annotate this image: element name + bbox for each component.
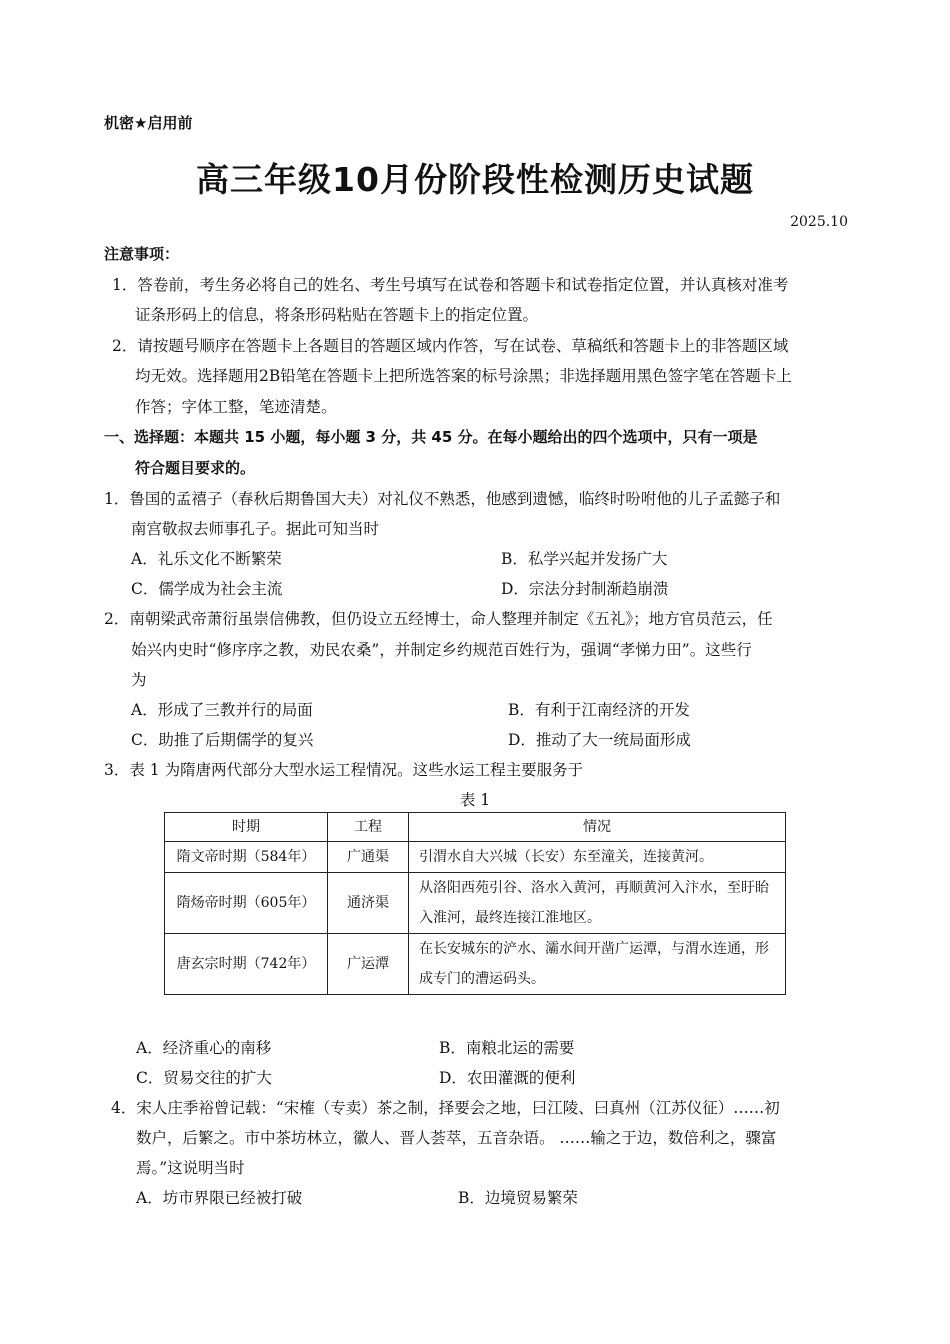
question-3-option-a: A．经济重心的南移 bbox=[136, 1039, 272, 1057]
question-2-option-a: A．形成了三教并行的局面 bbox=[131, 701, 313, 719]
notice-item-2-line-1: 2．请按题号顺序在答题卡上各题目的答题区域内作答，写在试卷、草稿纸和答题卡上的非答题区域 bbox=[112, 337, 789, 355]
question-2-line-2: 始兴内史时“修序序之教，劝民农桑”，并制定乡约规范百姓行为，强调“孝悌力田”。这些行 bbox=[131, 641, 752, 659]
canal-projects-table bbox=[164, 812, 786, 995]
section-heading-line-1: 一、选择题：本题共 15 小题，每小题 3 分，共 45 分。在每小题给出的四个选项中，只有一项是 bbox=[104, 428, 758, 446]
table-row bbox=[165, 842, 786, 873]
notice-item-1-line-2: 证条形码上的信息，将条形码粘贴在答题卡上的指定位置。 bbox=[135, 306, 539, 324]
confidential-label: 机密★启用前 bbox=[104, 114, 193, 132]
table-cell-situation: 在长安城东的浐水、灞水间开凿广运潭，与渭水连通，形成专门的漕运码头。 bbox=[409, 934, 786, 995]
question-1-option-c: C．儒学成为社会主流 bbox=[131, 580, 283, 598]
question-1-option-d: D．宗法分封制渐趋崩溃 bbox=[501, 580, 669, 598]
question-2-option-b: B．有利于江南经济的开发 bbox=[508, 701, 690, 719]
question-1-option-a: A．礼乐文化不断繁荣 bbox=[131, 550, 282, 568]
table-caption: 表 1 bbox=[459, 791, 491, 809]
question-4-line-1: 4．宋人庄季裕曾记载：“宋榷（专卖）茶之制，择要会之地，曰江陵、曰真州（江苏仪征）……初 bbox=[111, 1099, 780, 1117]
table-row bbox=[165, 934, 786, 995]
table-row bbox=[165, 873, 786, 934]
question-1-line-1: 1．鲁国的孟禧子（春秋后期鲁国大夫）对礼仪不熟悉，他感到遗憾，临终时吩咐他的儿子孟懿子和 bbox=[104, 490, 781, 508]
question-1-line-2: 南宫敬叔去师事孔子。据此可知当时 bbox=[131, 520, 380, 538]
table-header-situation: 情况 bbox=[409, 813, 786, 842]
question-3-option-b: B．南粮北运的需要 bbox=[439, 1039, 575, 1057]
notice-item-2-line-2: 均无效。选择题用2B铅笔在答题卡上把所选答案的标号涂黑；非选择题用黑色签字笔在答题卡上 bbox=[135, 367, 792, 385]
notice-item-1-line-1: 1．答卷前，考生务必将自己的姓名、考生号填写在试卷和答题卡和试卷指定位置，并认真核对准考 bbox=[112, 276, 789, 294]
question-3-option-c: C．贸易交往的扩大 bbox=[136, 1069, 272, 1087]
exam-title: 高三年级10月份阶段性检测历史试题 bbox=[196, 160, 754, 199]
table-header-period: 时期 bbox=[165, 813, 328, 842]
table-cell-situation: 引渭水自大兴城（长安）东至潼关，连接黄河。 bbox=[409, 842, 786, 873]
section-heading-line-2: 符合题目要求的。 bbox=[135, 459, 256, 477]
table-cell-period: 隋炀帝时期（605年） bbox=[165, 873, 328, 934]
table-cell-period: 隋文帝时期（584年） bbox=[165, 842, 328, 873]
table-cell-project: 广运潭 bbox=[328, 934, 409, 995]
table-header-project: 工程 bbox=[328, 813, 409, 842]
question-2-line-3: 为 bbox=[131, 671, 147, 689]
table-cell-period: 唐玄宗时期（742年） bbox=[165, 934, 328, 995]
notice-heading: 注意事项： bbox=[104, 245, 180, 263]
question-3-option-d: D．农田灌溉的便利 bbox=[439, 1069, 576, 1087]
question-4-line-2: 数户，后繁之。市中茶坊林立，徽人、晋人荟萃，五音杂语。 ……输之于边，数倍利之，骤富 bbox=[136, 1129, 777, 1147]
question-4-option-b: B．边境贸易繁荣 bbox=[458, 1189, 578, 1207]
table-cell-project: 广通渠 bbox=[328, 842, 409, 873]
notice-item-2-line-3: 作答；字体工整，笔迹清楚。 bbox=[135, 398, 337, 416]
question-2-option-c: C．助推了后期儒学的复兴 bbox=[131, 731, 314, 749]
question-4-option-a: A．坊市界限已经被打破 bbox=[136, 1189, 303, 1207]
question-2-option-d: D．推动了大一统局面形成 bbox=[508, 731, 691, 749]
question-1-option-b: B．私学兴起并发扬广大 bbox=[501, 550, 668, 568]
exam-date: 2025.10 bbox=[790, 214, 848, 230]
question-3-line-1: 3．表 1 为隋唐两代部分大型水运工程情况。这些水运工程主要服务于 bbox=[104, 761, 584, 779]
question-4-line-3: 焉。”这说明当时 bbox=[136, 1159, 245, 1177]
table-cell-situation: 从洛阳西苑引谷、洛水入黄河，再顺黄河入汴水，至盱眙入淮河，最终连接江淮地区。 bbox=[409, 873, 786, 934]
table-cell-project: 通济渠 bbox=[328, 873, 409, 934]
question-2-line-1: 2．南朝梁武帝萧衍虽崇信佛教，但仍设立五经博士，命人整理并制定《五礼》；地方官员范云，任 bbox=[104, 610, 773, 628]
table-header-row bbox=[165, 813, 786, 842]
